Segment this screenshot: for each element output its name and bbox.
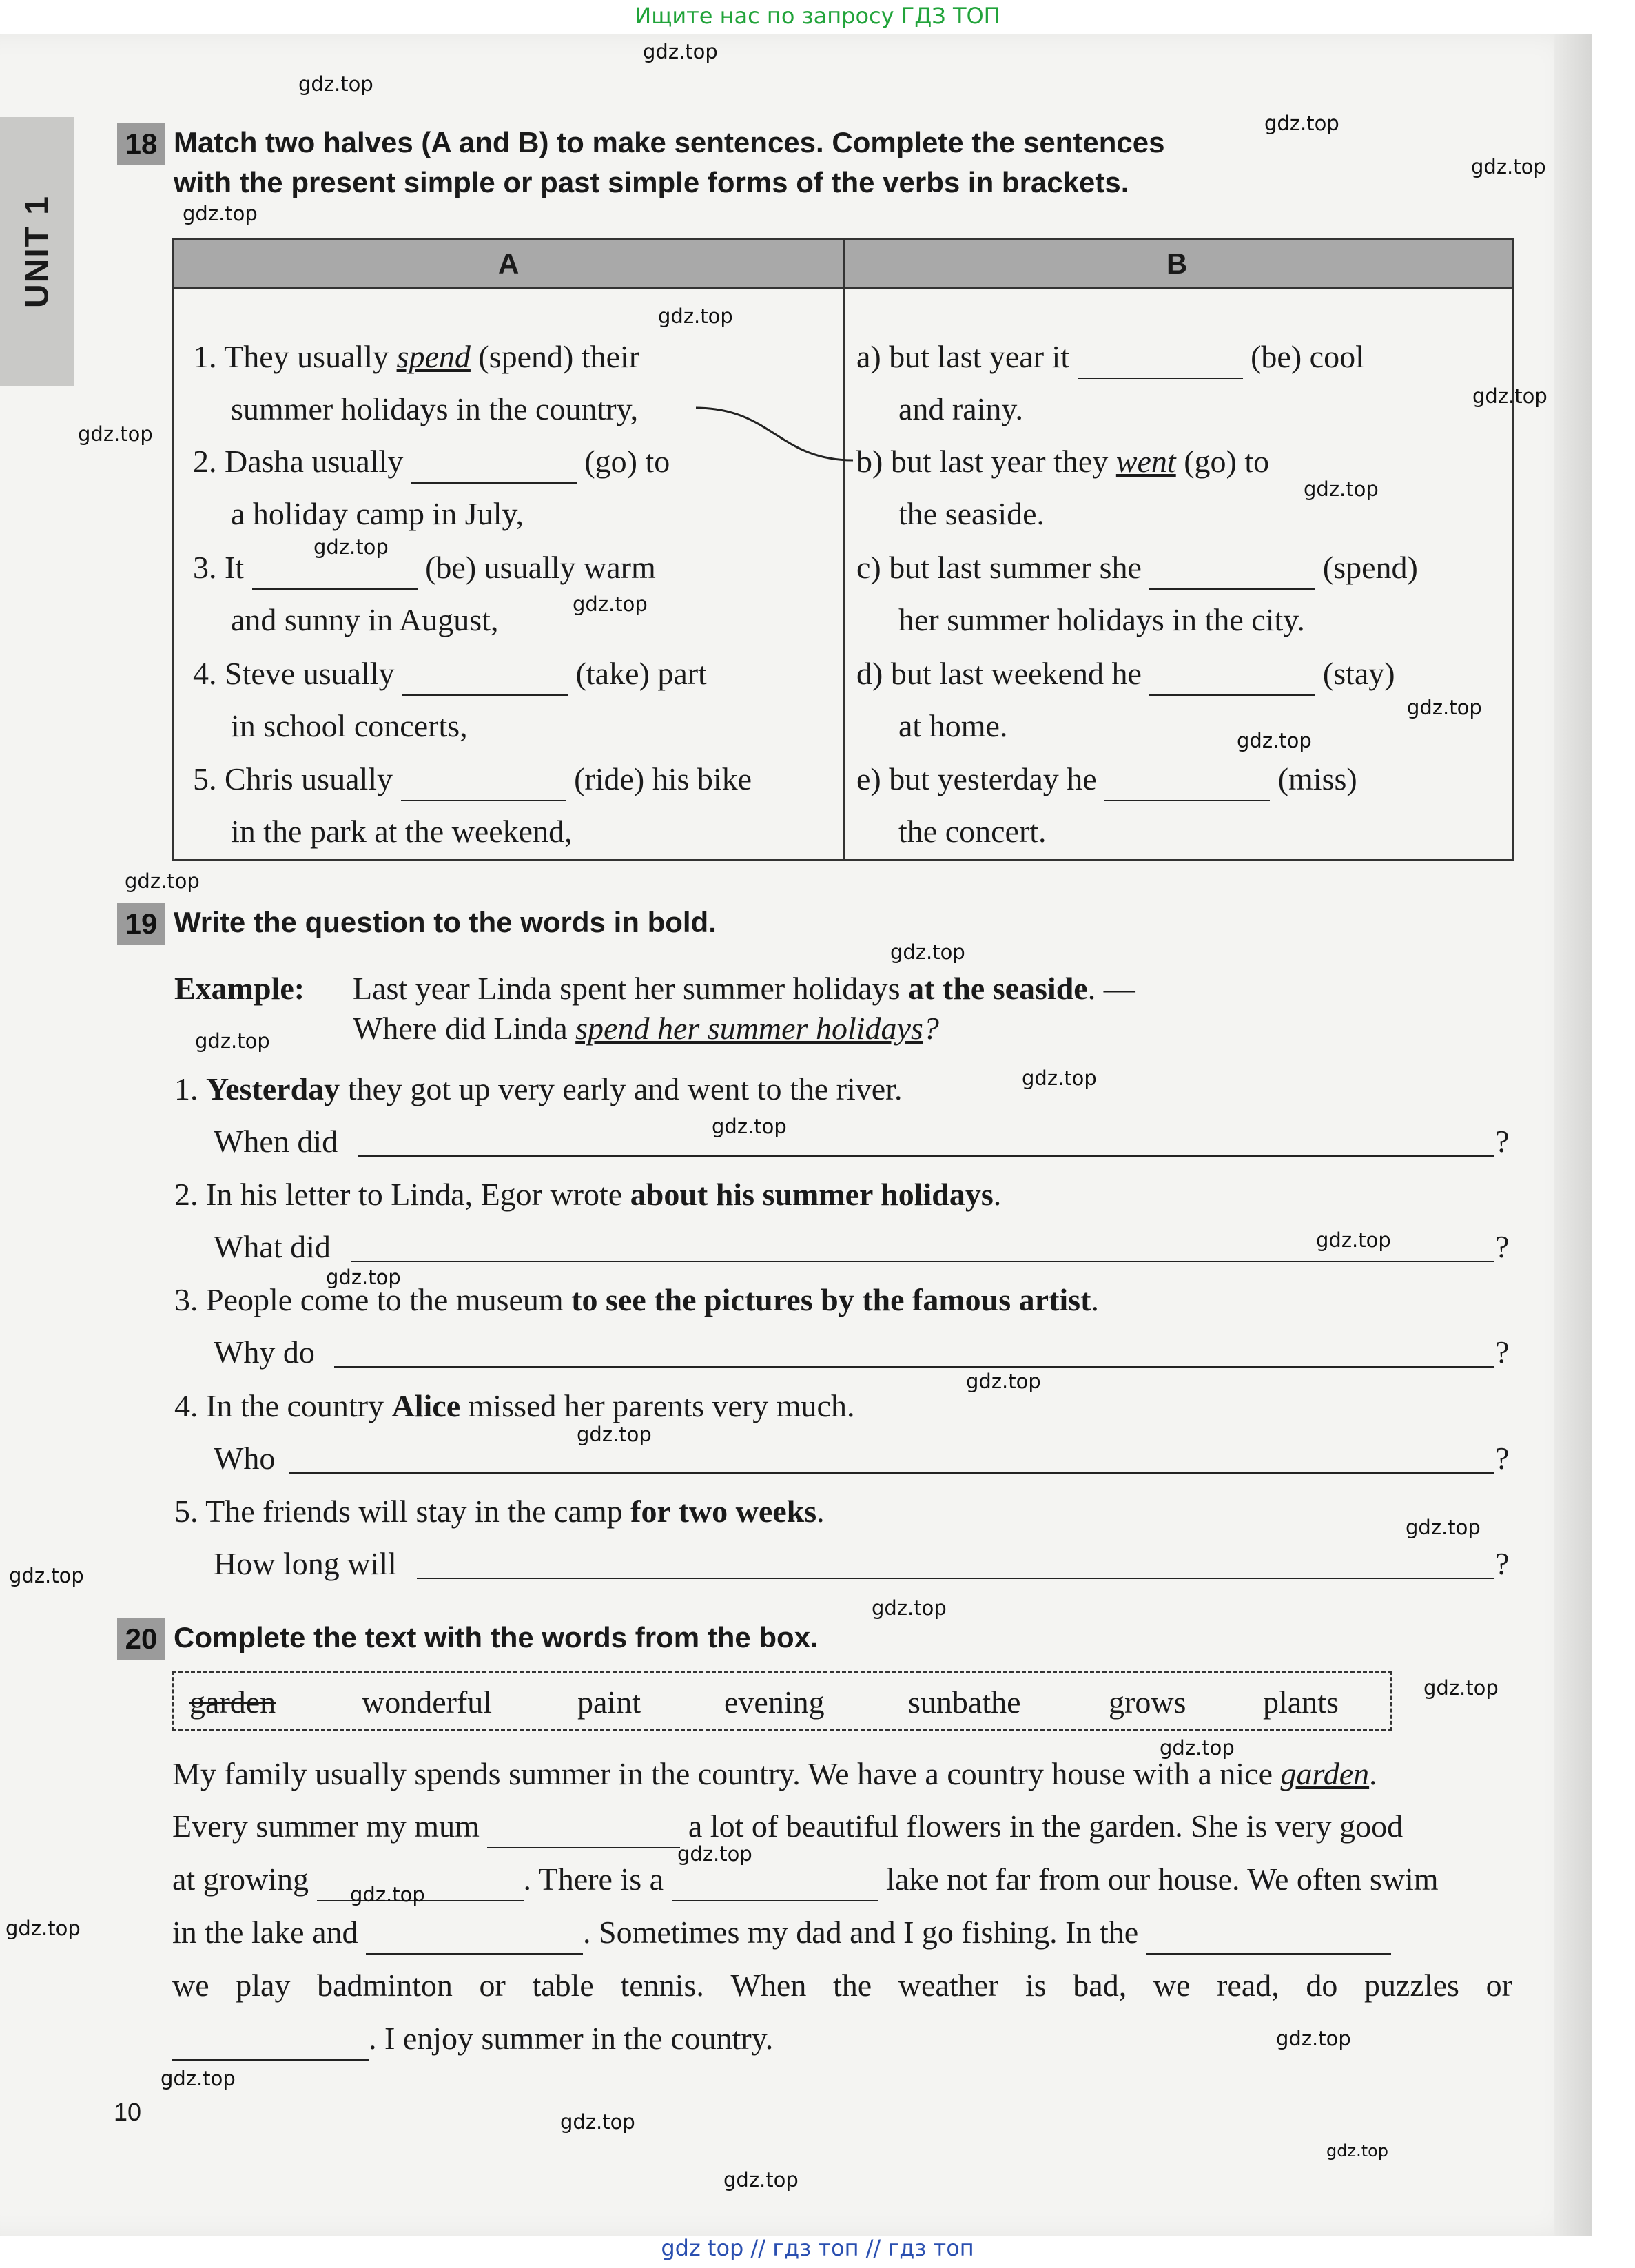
question-5-answer-line[interactable] <box>417 1578 1494 1579</box>
word-grows: grows <box>1109 1684 1186 1720</box>
text-blank-6[interactable] <box>172 2018 369 2061</box>
text-answer-garden: garden <box>1280 1756 1370 1791</box>
watermark: gdz.top <box>890 940 965 964</box>
text-line-6: . I enjoy summer in the country. <box>172 2018 1512 2061</box>
a-item-5-line2: in the park at the weekend, <box>231 814 573 849</box>
b-item-d-blank[interactable] <box>1149 653 1315 696</box>
watermark: gdz.top <box>298 72 373 96</box>
watermark: gdz.top <box>1264 112 1339 135</box>
question-2-sentence: 2. In his letter to Linda, Egor wrote about his summer holidays. <box>174 1177 1002 1212</box>
a-item-2-line1: 2. Dasha usually (go) to <box>193 441 670 484</box>
b-item-b-answer: went <box>1115 444 1176 479</box>
b-item-b-line1: b) but last year they went (go) to <box>856 444 1270 479</box>
example-line1: Last year Linda spent her summer holidays at the seaside. — <box>353 971 1135 1006</box>
word-garden: garden <box>189 1684 276 1720</box>
watermark: gdz.top <box>161 2067 236 2090</box>
watermark: gdz.top <box>183 202 258 225</box>
watermark: gdz.top <box>1022 1066 1097 1090</box>
watermark: gdz.top <box>1407 696 1482 719</box>
watermark: gdz.top <box>712 1115 787 1138</box>
question-1-answer-line[interactable] <box>358 1155 1494 1157</box>
b-item-c-line1: c) but last summer she (spend) <box>856 547 1418 590</box>
watermark: gdz.top <box>1326 2141 1389 2161</box>
watermark: gdz.top <box>658 305 733 328</box>
watermark: gdz.top <box>6 1917 81 1940</box>
example-line2: Where did Linda spend her summer holidays? <box>353 1011 939 1046</box>
b-item-e-line1: e) but yesterday he (miss) <box>856 759 1357 801</box>
question-5-qmark: ? <box>1495 1546 1510 1581</box>
a-item-1-line1: 1. They usually spend (spend) their <box>193 339 640 374</box>
a-item-5-blank[interactable] <box>401 759 566 801</box>
a-item-2-line2: a holiday camp in July, <box>231 496 524 531</box>
text-blank-1[interactable] <box>487 1806 680 1848</box>
question-1-prompt: When did <box>214 1124 338 1159</box>
watermark: gdz.top <box>78 422 153 446</box>
page-number: 10 <box>114 2098 142 2126</box>
example-label: Example: <box>174 971 305 1006</box>
column-b-header: B <box>1166 247 1188 280</box>
word-wonderful: wonderful <box>362 1684 493 1720</box>
exercise-19-title: Write the question to the words in bold. <box>174 906 717 938</box>
unit-tab <box>0 117 74 386</box>
question-1-qmark: ? <box>1495 1124 1510 1159</box>
watermark: gdz.top <box>313 535 389 559</box>
watermark: gdz.top <box>1406 1516 1481 1539</box>
word-plants: plants <box>1263 1684 1339 1720</box>
watermark: gdz.top <box>326 1266 401 1289</box>
a-item-4-line2: in school concerts, <box>231 708 468 743</box>
column-divider <box>843 240 845 859</box>
a-item-1-line2: summer holidays in the country, <box>231 391 639 426</box>
b-item-d-line2: at home. <box>898 708 1008 743</box>
watermark: gdz.top <box>723 2168 799 2192</box>
question-5-prompt: How long will <box>214 1546 397 1581</box>
exercise-19-number: 19 <box>117 903 165 945</box>
question-3-answer-line[interactable] <box>334 1366 1494 1368</box>
a-item-4-line1: 4. Steve usually (take) part <box>193 653 707 696</box>
a-item-2-blank[interactable] <box>411 441 577 484</box>
question-5-sentence: 5. The friends will stay in the camp for two weeks. <box>174 1494 825 1529</box>
watermark: gdz.top <box>125 869 200 893</box>
watermark: gdz.top <box>573 592 648 616</box>
bottom-banner[interactable]: gdz top // гдз топ // гдз топ <box>661 2235 974 2261</box>
question-4-qmark: ? <box>1495 1441 1510 1476</box>
watermark: gdz.top <box>643 40 718 63</box>
watermark: gdz.top <box>577 1423 652 1446</box>
text-line-3: at growing . There is a lake not far from our house. We often swim <box>172 1859 1512 1901</box>
top-banner[interactable]: Ищите нас по запросу ГДЗ ТОП <box>635 3 1000 29</box>
question-3-qmark: ? <box>1495 1334 1510 1370</box>
watermark: gdz.top <box>1316 1228 1391 1252</box>
watermark: gdz.top <box>1472 384 1547 408</box>
watermark: gdz.top <box>1304 477 1379 501</box>
watermark: gdz.top <box>1237 729 1312 752</box>
exercise-20-number: 20 <box>117 1618 165 1660</box>
b-item-a-blank[interactable] <box>1078 336 1243 379</box>
watermark: gdz.top <box>872 1596 947 1620</box>
text-line-5: we play badminton or table tennis. When the weather is bad, we read, do puzzles or <box>172 1968 1512 2003</box>
watermark: gdz.top <box>1423 1676 1499 1700</box>
question-4-prompt: Who <box>214 1441 276 1476</box>
b-item-c-line2: her summer holidays in the city. <box>898 602 1305 637</box>
watermark: gdz.top <box>9 1564 84 1587</box>
word-box <box>172 1671 1392 1731</box>
unit-label: UNIT 1 <box>19 194 56 309</box>
watermark: gdz.top <box>966 1370 1041 1393</box>
question-1-sentence: 1. Yesterday they got up very early and went to the river. <box>174 1071 903 1106</box>
watermark: gdz.top <box>1160 1736 1235 1760</box>
word-sunbathe: sunbathe <box>908 1684 1021 1720</box>
a-item-3-line2: and sunny in August, <box>231 602 499 637</box>
word-evening: evening <box>724 1684 825 1720</box>
b-item-d-line1: d) but last weekend he (stay) <box>856 653 1395 696</box>
text-line-2: Every summer my mum a lot of beautiful flowers in the garden. She is very good <box>172 1806 1512 1848</box>
text-blank-4[interactable] <box>366 1912 583 1955</box>
watermark: gdz.top <box>1471 155 1546 178</box>
question-2-qmark: ? <box>1495 1229 1510 1264</box>
watermark: gdz.top <box>195 1029 270 1053</box>
a-item-5-line1: 5. Chris usually (ride) his bike <box>193 759 752 801</box>
question-3-sentence: 3. People come to the museum to see the pictures by the famous artist. <box>174 1282 1099 1317</box>
text-line-1: My family usually spends summer in the country. We have a country house with a nice garden. <box>172 1756 1377 1791</box>
a-item-1-answer: spend <box>396 339 471 374</box>
b-item-a-line2: and rainy. <box>898 391 1023 426</box>
question-2-answer-line[interactable] <box>351 1261 1494 1262</box>
a-item-4-blank[interactable] <box>402 653 568 696</box>
word-paint: paint <box>577 1684 641 1720</box>
b-item-e-blank[interactable] <box>1104 759 1270 801</box>
b-item-c-blank[interactable] <box>1149 547 1315 590</box>
a-item-3-line1: 3. It (be) usually warm <box>193 547 656 590</box>
question-3-prompt: Why do <box>214 1334 315 1370</box>
text-line-4: in the lake and . Sometimes my dad and I go fishing. In the <box>172 1912 1512 1955</box>
question-2-prompt: What did <box>214 1229 331 1264</box>
exercise-20-title: Complete the text with the words from the box. <box>174 1621 819 1653</box>
text-blank-5[interactable] <box>1146 1912 1391 1955</box>
watermark: gdz.top <box>1276 2027 1351 2050</box>
watermark: gdz.top <box>677 1842 752 1866</box>
page-binding-edge <box>1554 34 1592 2236</box>
column-a-header: A <box>498 247 520 280</box>
watermark: gdz.top <box>350 1883 425 1906</box>
watermark: gdz.top <box>560 2110 635 2134</box>
exercise-18-title-line2: with the present simple or past simple forms of the verbs in brackets. <box>174 166 1129 198</box>
exercise-18-title-line1: Match two halves (A and B) to make sentences. Complete the sentences <box>174 126 1165 158</box>
question-4-answer-line[interactable] <box>289 1472 1494 1474</box>
b-item-b-line2: the seaside. <box>898 496 1045 531</box>
exercise-18-number: 18 <box>117 123 165 165</box>
b-item-e-line2: the concert. <box>898 814 1047 849</box>
question-4-sentence: 4. In the country Alice missed her parents very much. <box>174 1388 855 1423</box>
b-item-a-line1: a) but last year it (be) cool <box>856 336 1364 379</box>
